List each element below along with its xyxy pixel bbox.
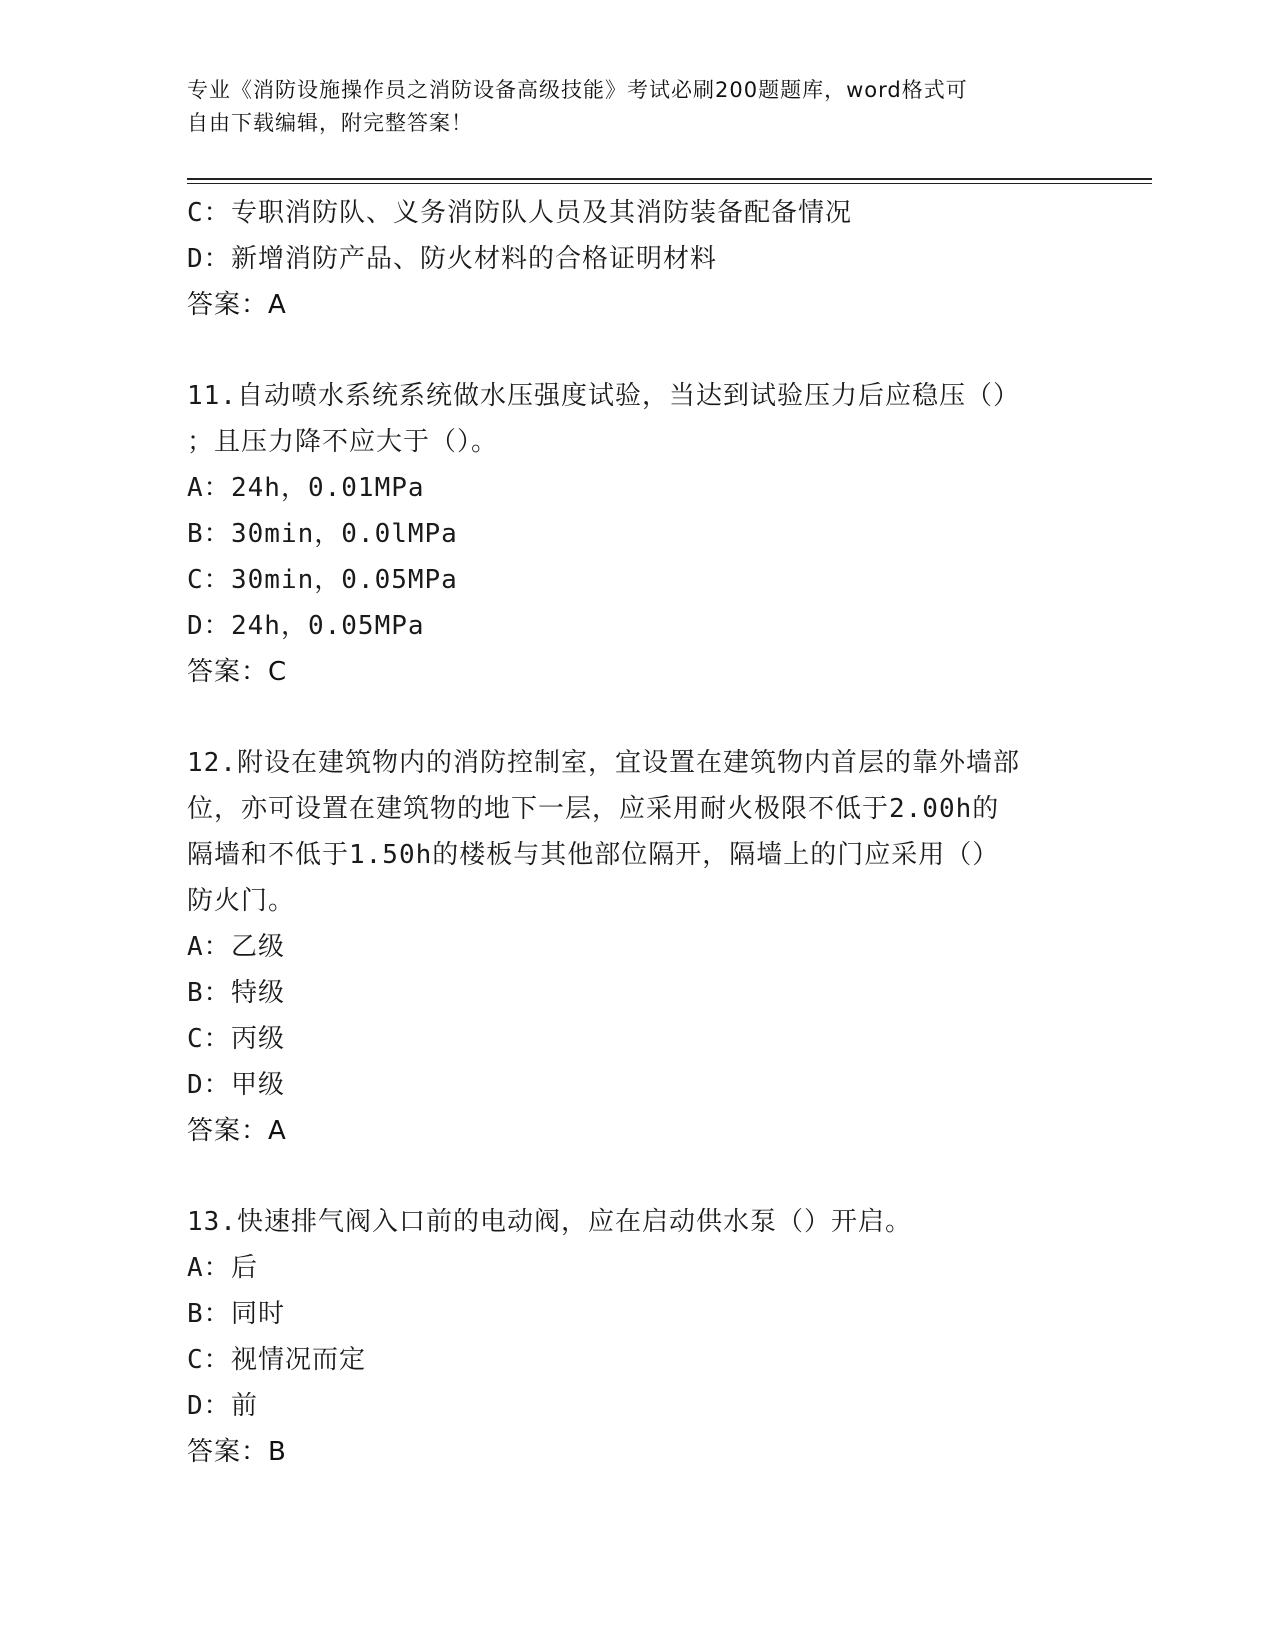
option-c [187, 1337, 1087, 1383]
question-12 [187, 740, 1087, 1154]
option-d [187, 1383, 1087, 1429]
question-content [187, 190, 1087, 1475]
header-line-1: 专业《消防设施操作员之消防设备高级技能》考试必刷200题题库，word格式可 [187, 78, 968, 102]
stem-line: 防火门。 [187, 886, 296, 916]
option-c [187, 1016, 1087, 1062]
stem-line: 11.自动喷水系统系统做水压强度试验，当达到试验压力后应稳压（） [187, 381, 1020, 411]
option-text: 30min，0.05MPa [231, 565, 458, 595]
header-rule-top [187, 178, 1152, 180]
option-letter: A： [187, 473, 231, 503]
stem-line: 位，亦可设置在建筑物的地下一层，应采用耐火极限不低于2.00h的 [187, 794, 1000, 824]
option-letter: B： [187, 519, 231, 549]
option-letter: B： [187, 1299, 231, 1329]
option-letter: D： [187, 1070, 231, 1100]
header-line-2: 自由下载编辑，附完整答案！ [187, 111, 473, 135]
answer-line: 答案：A [187, 1116, 287, 1146]
option-letter: B： [187, 978, 231, 1008]
option-text: 前 [231, 1391, 259, 1421]
option-text: 24h，0.01MPa [231, 473, 425, 503]
question-10-tail [187, 190, 1087, 328]
question-stem [187, 373, 1087, 465]
answer-line: 答案：B [187, 1437, 287, 1467]
option-text: 乙级 [231, 932, 286, 962]
option-text: 30min，0.0lMPa [231, 519, 458, 549]
option-d [187, 1062, 1087, 1108]
option-a [187, 924, 1087, 970]
option-letter: C： [187, 565, 231, 595]
question-stem [187, 740, 1087, 924]
option-letter: C： [187, 198, 231, 228]
option-b [187, 511, 1087, 557]
option-a [187, 465, 1087, 511]
option-text: 新增消防产品、防火材料的合格证明材料 [231, 244, 718, 274]
option-text: 丙级 [231, 1024, 286, 1054]
option-letter: C： [187, 1345, 231, 1375]
option-text: 同时 [231, 1299, 286, 1329]
option-text: 24h，0.05MPa [231, 611, 425, 641]
stem-line: 12.附设在建筑物内的消防控制室，宜设置在建筑物内首层的靠外墙部 [187, 748, 1020, 778]
answer-line: 答案：C [187, 657, 288, 687]
option-letter: D： [187, 244, 231, 274]
option-text: 专职消防队、义务消防队人员及其消防装备配备情况 [231, 198, 853, 228]
option-text: 甲级 [231, 1070, 286, 1100]
option-a [187, 1245, 1087, 1291]
document-header [187, 74, 1067, 140]
stem-line: 隔墙和不低于1.50h的楼板与其他部位隔开，隔墙上的门应采用（） [187, 840, 1000, 870]
option-letter: A： [187, 1253, 231, 1283]
question-13 [187, 1199, 1087, 1475]
option-c [187, 557, 1087, 603]
option-text: 特级 [231, 978, 286, 1008]
header-rule-bottom [187, 183, 1152, 184]
option-letter: C： [187, 1024, 231, 1054]
stem-line: ；且压力降不应大于（）。 [187, 427, 499, 457]
option-letter: D： [187, 611, 231, 641]
option-text: 视情况而定 [231, 1345, 367, 1375]
option-d [187, 236, 1087, 282]
option-text: 后 [231, 1253, 259, 1283]
option-b [187, 970, 1087, 1016]
answer-line: 答案：A [187, 290, 287, 320]
question-stem [187, 1199, 1087, 1245]
option-letter: D： [187, 1391, 231, 1421]
question-11 [187, 373, 1087, 695]
option-letter: A： [187, 932, 231, 962]
option-d [187, 603, 1087, 649]
stem-line: 13.快速排气阀入口前的电动阀，应在启动供水泵（）开启。 [187, 1207, 912, 1237]
option-c [187, 190, 1087, 236]
option-b [187, 1291, 1087, 1337]
